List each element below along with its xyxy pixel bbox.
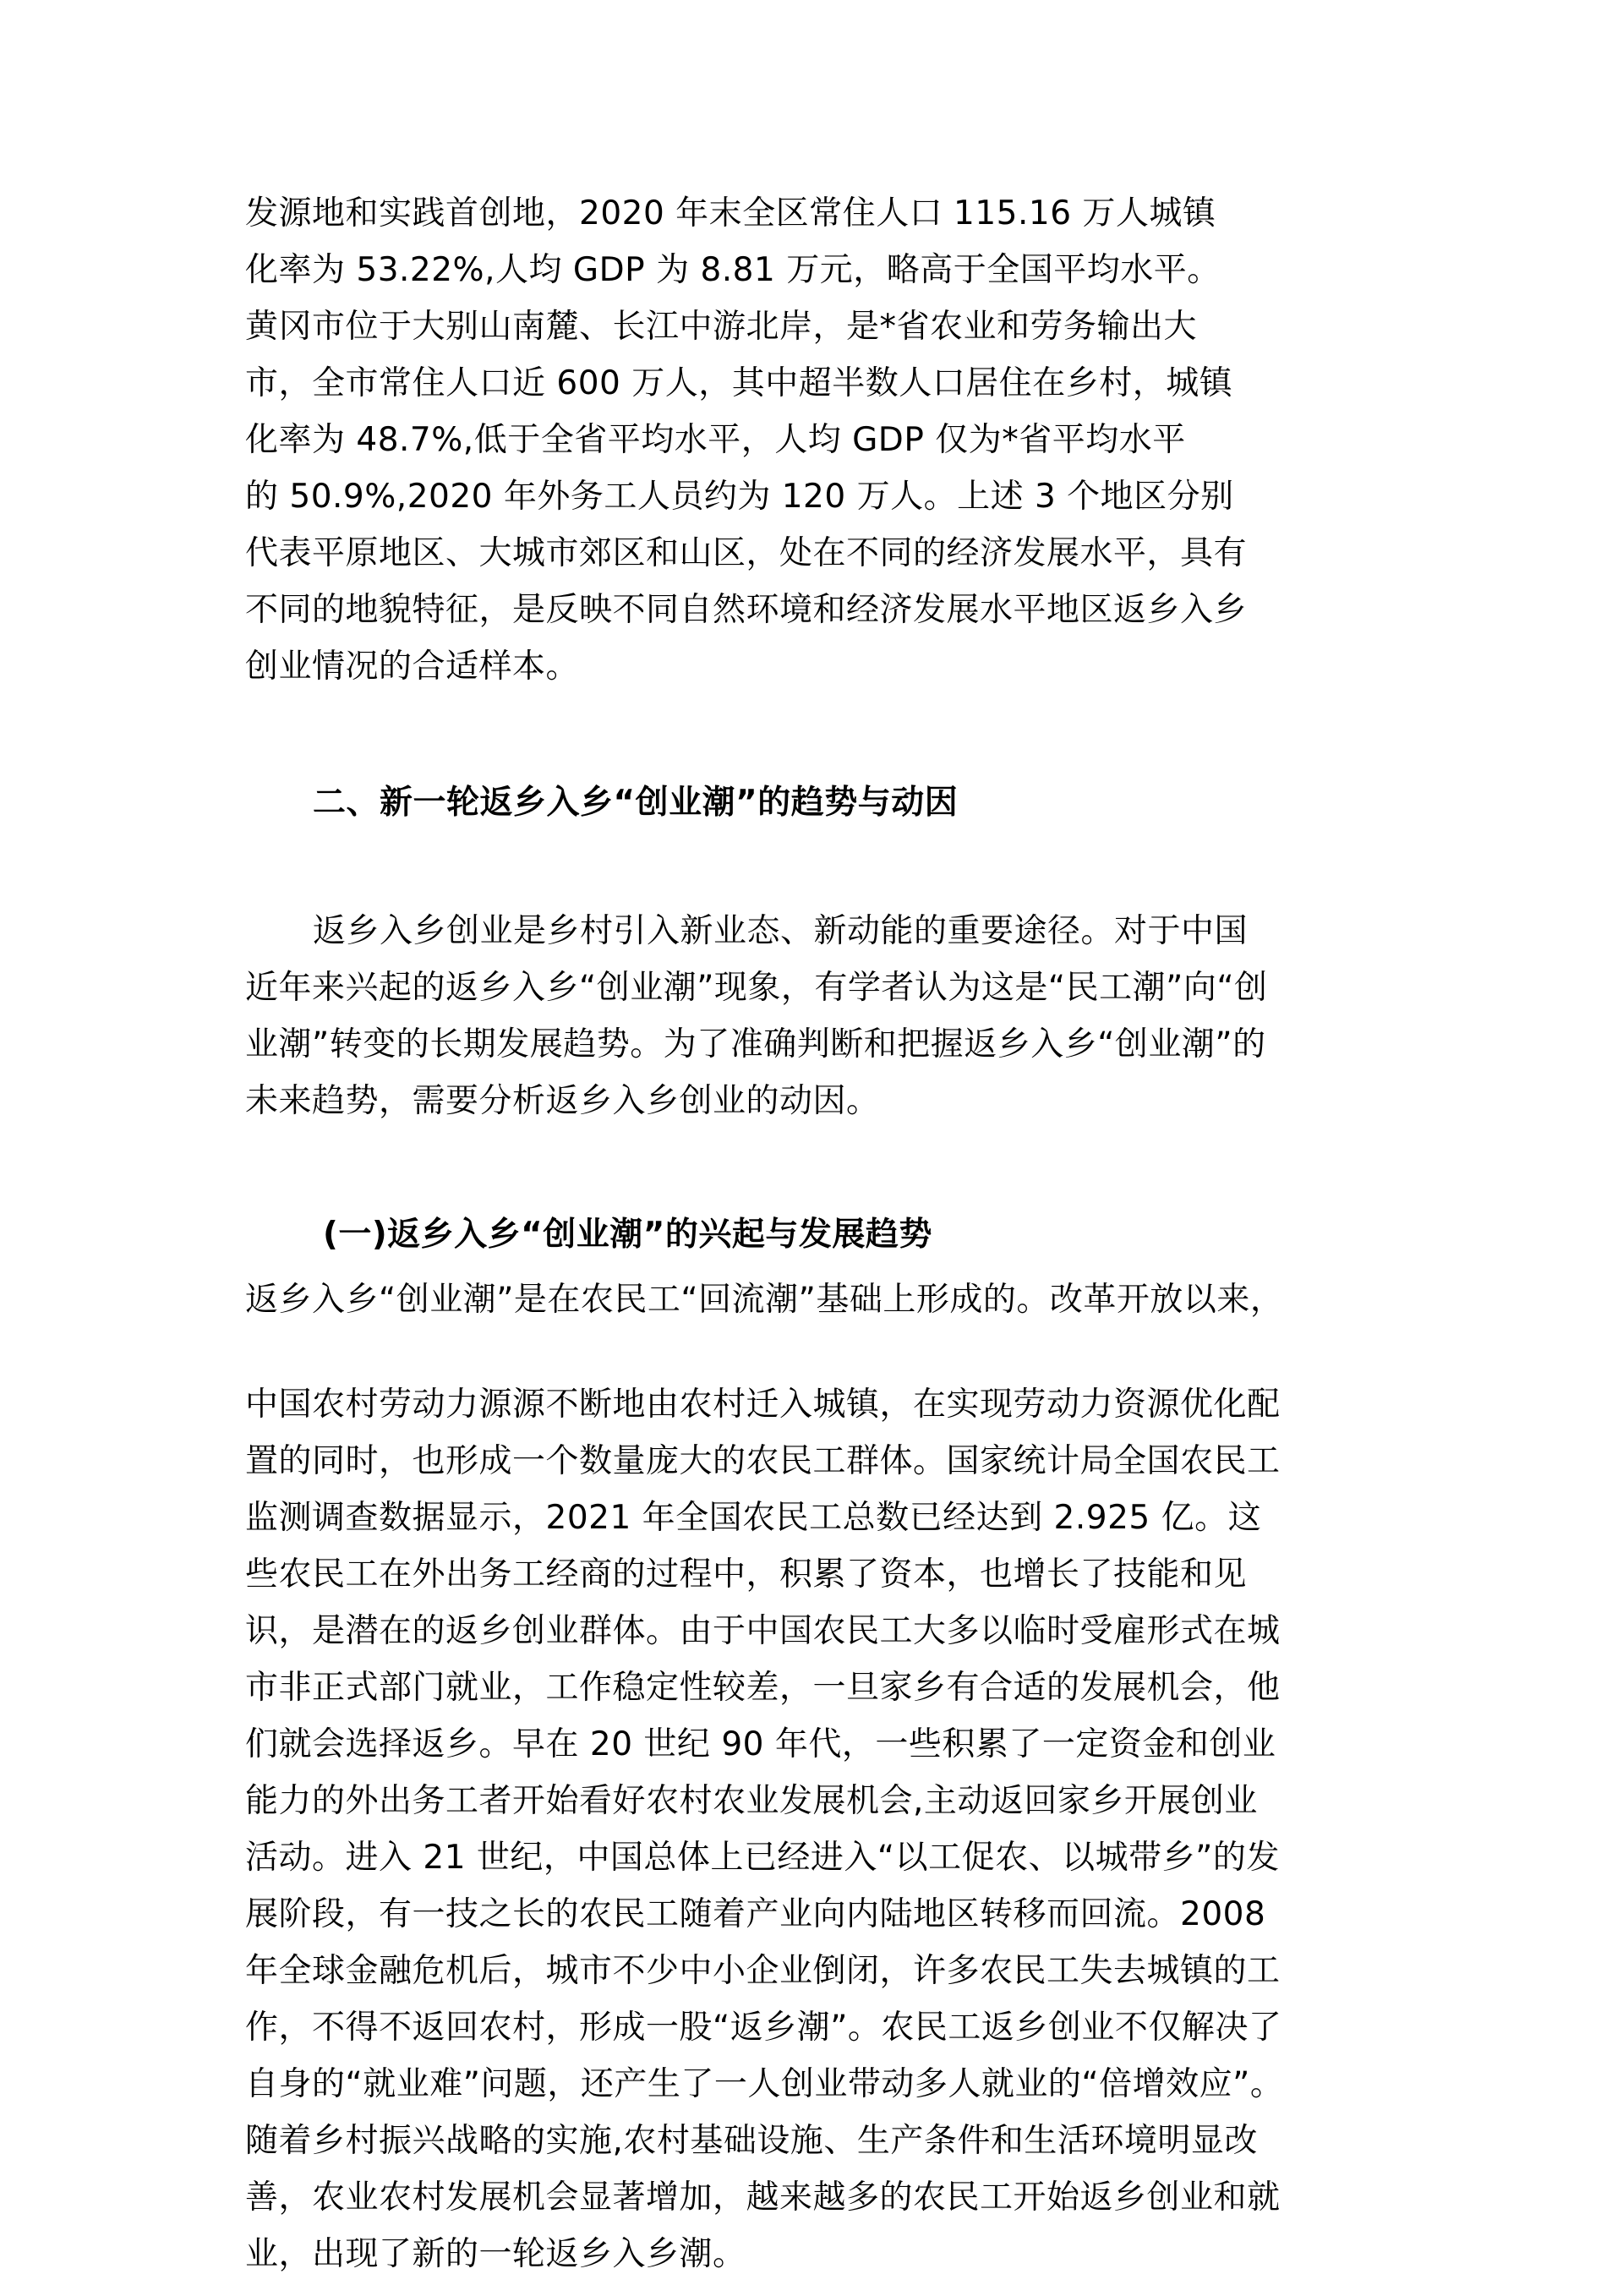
text-line: 识，是潜在的返乡创业群体。由于中国农民工大多以临时受雇形式在城	[245, 1612, 1281, 1650]
text-line: 化率为 48.7%,低于全省平均水平，人均 GDP 仅为*省平均水平	[245, 421, 1186, 459]
text-line: 能力的外出务工者开始看好农村农业发展机会,主动返回家乡开展创业	[245, 1782, 1258, 1820]
text-line: 作，不得不返回农村，形成一股“返乡潮”。农民工返乡创业不仅解决了	[245, 2009, 1282, 2047]
text-line: 些农民工在外出务工经商的过程中，积累了资本，也增长了技能和见	[245, 1555, 1248, 1594]
text-line: 展阶段，有一技之长的农民工随着产业向内陆地区转移而回流。2008	[245, 1895, 1266, 1933]
text-line: 业，出现了新的一轮返乡入乡潮。	[245, 2235, 746, 2273]
text-line: 未来趋势，需要分析返乡入乡创业的动因。	[245, 1082, 880, 1120]
text-line: 置的同时，也形成一个数量庞大的农民工群体。国家统计局全国农民工	[245, 1442, 1281, 1480]
text-line: 代表平原地区、大城市郊区和山区，处在不同的经济发展水平，具有	[245, 534, 1248, 572]
text-line: 市，全市常住人口近 600 万人，其中超半数人口居住在乡村，城镇	[245, 364, 1233, 402]
text-line: 自身的“就业难”问题，还产生了一人创业带动多人就业的“倍增效应”。	[245, 2065, 1284, 2103]
section-heading: 二、新一轮返乡入乡“创业潮”的趋势与动因	[313, 784, 959, 822]
text-line: 市非正式部门就业，工作稳定性较差，一旦家乡有合适的发展机会，他	[245, 1669, 1281, 1707]
text-line: 近年来兴起的返乡入乡“创业潮”现象，有学者认为这是“民工潮”向“创	[245, 969, 1268, 1007]
text-line: 年全球金融危机后，城市不少中小企业倒闭，许多农民工失去城镇的工	[245, 1952, 1281, 1990]
text-line: 创业情况的合适样本。	[245, 648, 580, 686]
text-line: 随着乡村振兴战略的实施,农村基础设施、生产条件和生活环境明显改	[245, 2122, 1258, 2160]
text-line: 返乡入乡创业是乡村引入新业态、新动能的重要途径。对于中国	[313, 912, 1249, 950]
text-line: 的 50.9%,2020 年外务工人员约为 120 万人。上述 3 个地区分别	[245, 478, 1234, 516]
text-line: 黄冈市位于大别山南麓、长江中游北岸，是*省农业和劳务输出大	[245, 308, 1198, 346]
text-line: 化率为 53.22%,人均 GDP 为 8.81 万元，略高于全国平均水平。	[245, 251, 1221, 289]
text-line: 监测调查数据显示，2021 年全国农民工总数已经达到 2.925 亿。这	[245, 1499, 1262, 1537]
text-line: 中国农村劳动力源源不断地由农村迁入城镇，在实现劳动力资源优化配	[245, 1386, 1281, 1424]
text-line: 善，农业农村发展机会显著增加，越来越多的农民工开始返乡创业和就	[245, 2178, 1281, 2217]
text-line: 发源地和实践首创地，2020 年末全区常住人口 115.16 万人城镇	[245, 194, 1216, 232]
subsection-first-line: 返乡入乡“创业潮”是在农民工“回流潮”基础上形成的。改革开放以来，	[245, 1281, 1284, 1319]
text-line: 业潮”转变的长期发展趋势。为了准确判断和把握返乡入乡“创业潮”的	[245, 1025, 1266, 1063]
subsection-heading: (一)返乡入乡“创业潮”的兴起与发展趋势	[323, 1216, 932, 1254]
text-line: 们就会选择返乡。早在 20 世纪 90 年代，一些积累了一定资金和创业	[245, 1725, 1276, 1763]
text-line: 活动。进入 21 世纪，中国总体上已经进入“以工促农、以城带乡”的发	[245, 1839, 1280, 1877]
text-line: 不同的地貌特征，是反映不同自然环境和经济发展水平地区返乡入乡	[245, 591, 1248, 629]
